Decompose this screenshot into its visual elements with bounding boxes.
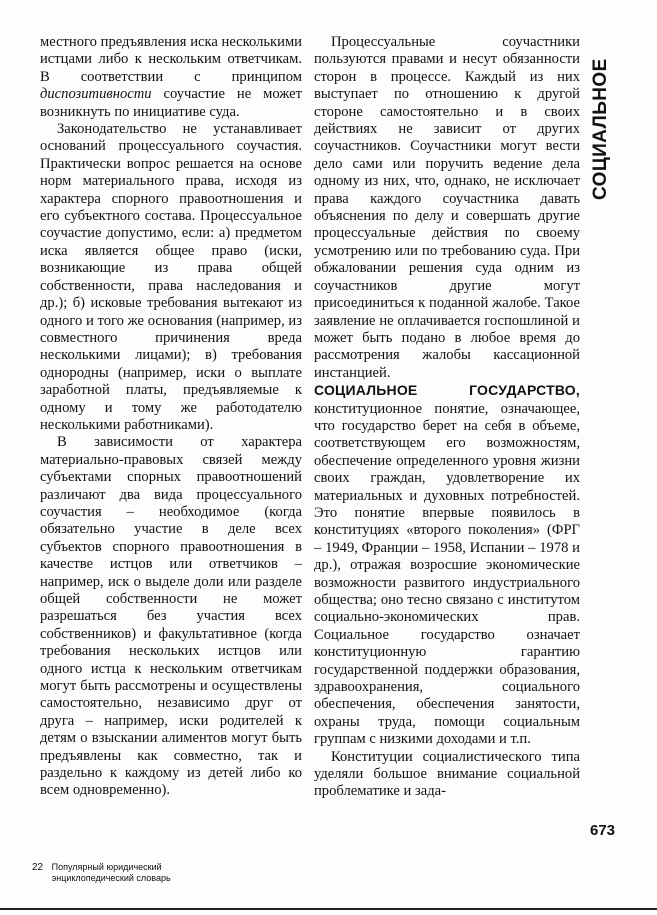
paragraph: Процессуальные соучастники пользуются правами и несут обязанности сторон в процессе. Каждый из них выступает по отношению к другой стороне самостоятельно и в своих действиях не зависит от других соучастников. Соучастники могут вести дело сами или поручить ведение дела одному из них, что, однако, не исключает права каждого соучастника давать объяснения по делу и совершать другие процессуальные действия по своему усмотрению или по требованию суда. При обжаловании решения суда одним из соучастников другие могут присоединиться к поданной жалобе. Такое заявление не оплачивается госпошлиной и может быть подано в любое время до рассмотрения жалобы кассационной инстанцией. [314,34,580,381]
left-column [40,34,302,800]
footer [32,862,171,884]
paragraph: В зависимости от характера материально-правовых связей между субъектами спорных правоотношений различают два вида процессуального соучастия – необходимое (когда обязательно участие в деле всех субъектов спорного правоотношения в качестве истцов или ответчиков – например, иск о выделе доли или разделе общей собственности не может разрешаться без участия всех собственников) и факультативное (когда требования нескольких истцов или одного истца к нескольким ответчикам могут быть рассмотрены и осуществлены самостоятельно, независимо друг от друга – например, иски родителей к детям о взыскании алиментов могут быть предъявлены как совместно, так и раздельно к каждому из детей либо ко всем одновременно). [40,434,302,799]
running-head: СОЦИАЛЬНОЕ [590,58,611,200]
italic-term: диспозитивности [40,86,152,103]
entry-headword: СОЦИАЛЬНОЕ ГОСУДАРСТВО, [314,382,580,399]
right-column [314,34,580,801]
paragraph-text: местного предъявления иска несколькими истцами либо к нескольким ответчикам. В соответствии с принципом [40,34,302,85]
book-title-line: энциклопедический словарь [51,873,171,883]
paragraph-text: соучастие не может возникнуть по инициативе суда. [40,86,302,120]
signature-mark: 22 [32,862,44,873]
paragraph-continued [40,34,302,121]
bottom-rule [0,908,657,910]
entry-definition: конституционное понятие, означающее, что государство берет на себя в объеме, соответствующем его возможностям, обеспечение определенного уровня жизни своих граждан, удовлетворение их материальных и духовных потребностей. Это понятие впервые появилось в конституциях «второго поколения» (ФРГ – 1949, Франции – 1958, Испании – 1978 и др.), отражая возросшие экономические возможности развитого индустриального общества; оно тесно связано с институтом социально-экономических прав. Социальное государство означает конституционную гарантию государственной поддержки образования, здравоохранения, социального обеспечения, обеспечения занятости, охраны труда, помощи социальным группам с низкими доходами и т.п. [314,400,580,748]
paragraph: Конституции социалистического типа уделяли большое внимание социальной проблематике и зада- [314,748,580,800]
book-title [52,862,171,884]
dictionary-entry [314,382,580,749]
page-number: 673 [590,822,616,839]
book-title-line: Популярный юридический [51,862,162,872]
paragraph: Законодательство не устанавливает оснований процессуального соучастия. Практически вопрос решается на основе норм материального права, исходя из характера спорного правоотношения и его субъектного состава. Процессуальное соучастие допустимо, если: а) предметом иска является общее право (иски, возникающие из права общей собственности, права наследования и др.); б) исковые требования вытекают из одного и того же основания (например, из совместного причинения вреда несколькими лицами); в) требования однородны (например, иски о выплате заработной платы, предъявляемые к одному и тому же работодателю несколькими работниками). [40,121,302,433]
